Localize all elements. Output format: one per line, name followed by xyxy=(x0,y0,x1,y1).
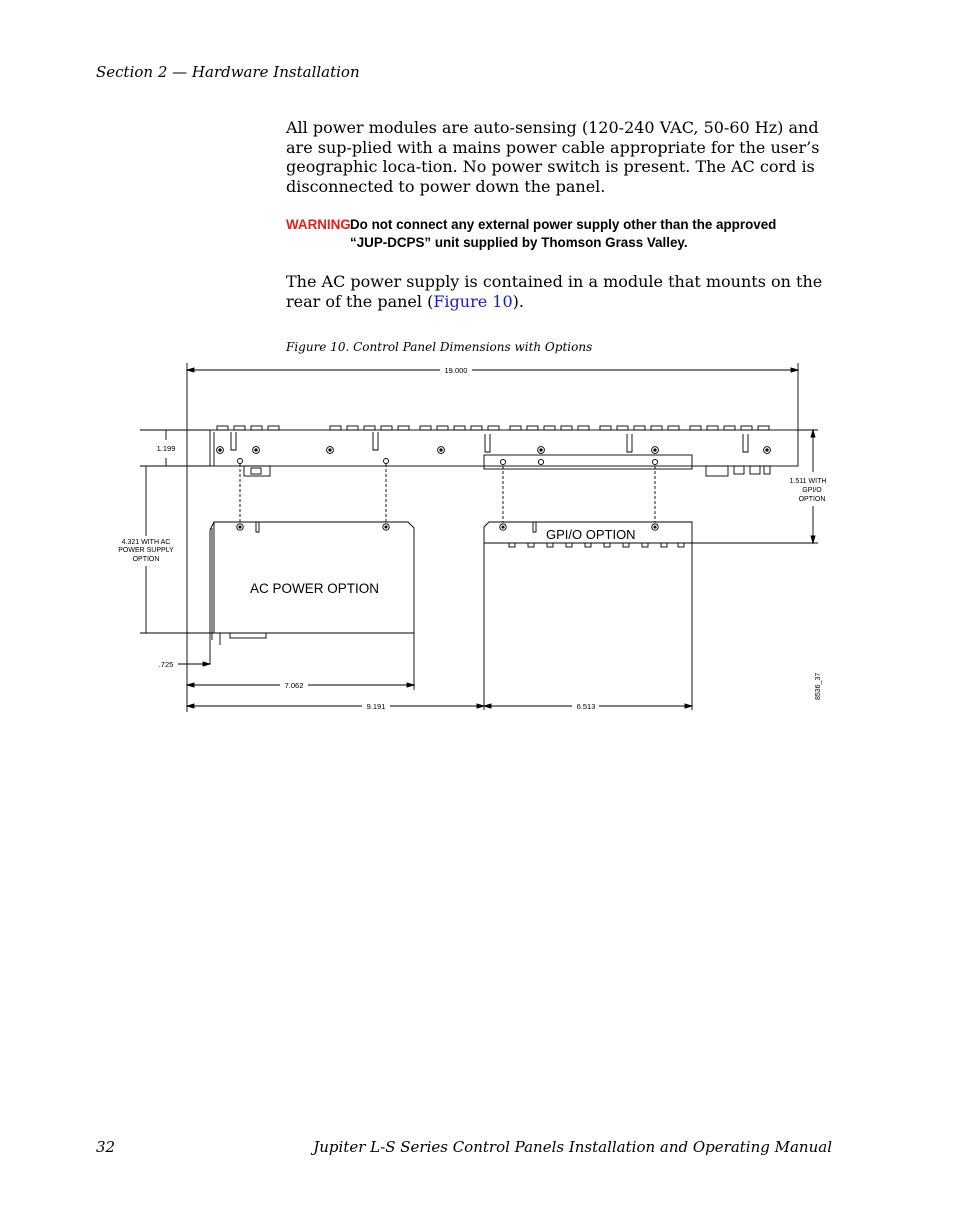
figure-10-link[interactable]: Figure 10 xyxy=(433,291,513,311)
dim-ac-label-3: OPTION xyxy=(132,556,160,563)
dim-ac-label-1: 4.321 WITH AC xyxy=(121,539,171,546)
power-modules-paragraph: All power modules are auto-sensing (120-240 VAC, 50-60 Hz) and are sup-plied with a mains power cable appropriate for the user’s geographic loca-tion. No power switch is present. The AC cord is disconnected to power down the panel. xyxy=(286,118,820,196)
warning-tag: WARNING xyxy=(286,217,351,232)
dim-gpio-label-1: 1.511 WITH xyxy=(789,478,827,485)
dim-gpio-label-2: GPI/O xyxy=(802,487,822,494)
dim-offset: .725 xyxy=(158,660,174,669)
gpio-module-label: GPI/O OPTION xyxy=(546,527,636,542)
section-header: Section 2 — Hardware Installation xyxy=(96,63,360,81)
ac-supply-text: The AC power supply is contained in a module that mounts on the rear of the panel ( xyxy=(286,272,823,311)
manual-title: Jupiter L-S Series Control Panels Installation and Operating Manual xyxy=(313,1138,832,1156)
warning-text: Do not connect any external power supply other than the approved “JUP-DCPS” unit supplied by Thomson Grass Valley. xyxy=(350,217,777,250)
figure-caption: Figure 10. Control Panel Dimensions with Options xyxy=(286,340,593,354)
ac-module-label: AC POWER OPTION xyxy=(250,581,380,596)
dim-overall-width: 19.000 xyxy=(444,366,468,375)
dim-ac-width: 7.062 xyxy=(284,681,304,690)
dim-gpio-label-3: OPTION xyxy=(798,496,826,503)
dim-panel-height: 1.199 xyxy=(156,444,176,453)
page-number: 32 xyxy=(96,1138,116,1156)
dim-ac-label-2: POWER SUPPLY xyxy=(118,547,174,554)
ac-supply-text-end: ). xyxy=(512,291,524,311)
drawing-id: 8536_37 xyxy=(815,672,822,700)
dim-gpio-width: 6.513 xyxy=(576,702,596,711)
dim-left-to-gpio: 9.191 xyxy=(366,702,386,711)
